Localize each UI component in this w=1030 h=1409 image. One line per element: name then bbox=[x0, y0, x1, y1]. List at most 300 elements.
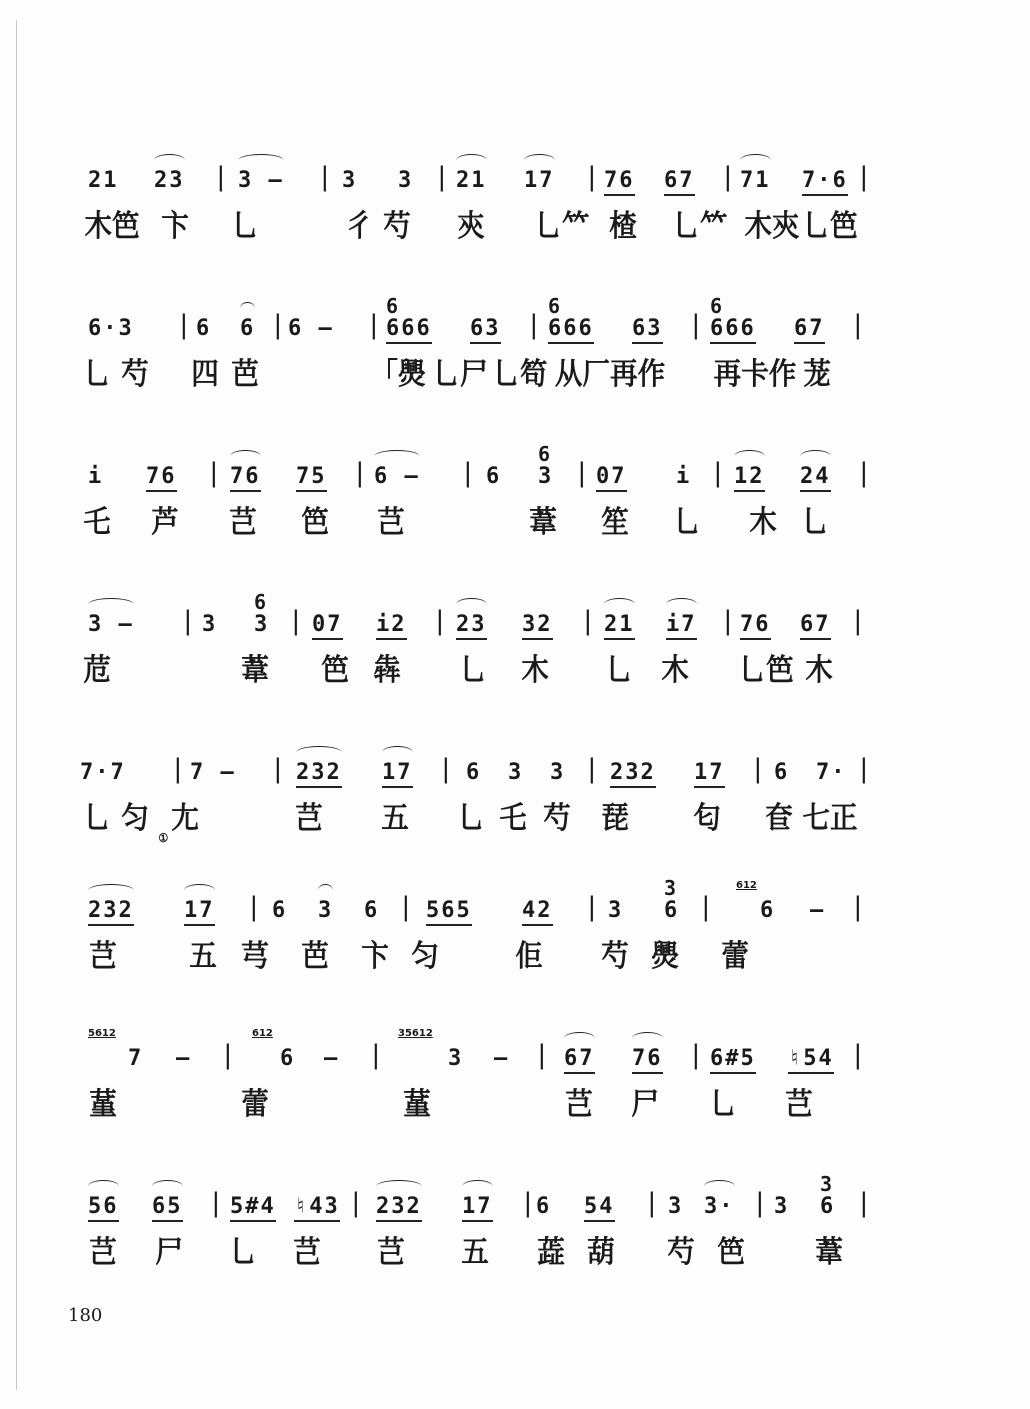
barline bbox=[580, 606, 596, 636]
note-text: ♮43 bbox=[294, 1194, 340, 1219]
note-group bbox=[324, 1046, 339, 1071]
note-text: 65 bbox=[152, 1194, 183, 1219]
jianzi-character: 蓳 bbox=[89, 1087, 117, 1122]
note-group bbox=[788, 1046, 834, 1074]
note-group bbox=[386, 294, 432, 344]
barline-glyph: | bbox=[750, 754, 766, 784]
jianzi-character: 尸 bbox=[631, 1087, 659, 1122]
note-text: 3 — bbox=[238, 168, 284, 193]
jianzi-character: 四 bbox=[191, 357, 219, 392]
barline bbox=[270, 754, 286, 784]
note-group bbox=[550, 760, 565, 785]
barline-glyph: | bbox=[850, 606, 866, 636]
barline-glyph: | bbox=[580, 606, 596, 636]
jianzi-character: 葦 bbox=[529, 505, 557, 540]
notation-line bbox=[80, 150, 870, 210]
barline bbox=[644, 1188, 660, 1218]
jianzi-character: 蓳 bbox=[403, 1087, 431, 1122]
note-group bbox=[376, 1194, 422, 1222]
note-group bbox=[462, 1194, 493, 1222]
note-group bbox=[88, 612, 134, 637]
note-group bbox=[88, 1194, 119, 1222]
note-group bbox=[494, 1046, 509, 1071]
note-text: 3 bbox=[398, 168, 414, 193]
jianzi-character: 尢 bbox=[171, 801, 199, 836]
jianzi-character: 芍 bbox=[667, 1235, 695, 1270]
note-group bbox=[710, 1046, 756, 1074]
note-group bbox=[296, 760, 342, 788]
jianzi-character: 五 bbox=[189, 939, 217, 974]
note-group bbox=[596, 464, 627, 492]
note-text: 23 bbox=[456, 612, 487, 637]
note-text: 232 bbox=[376, 1194, 422, 1219]
jianzi-character: 乚 bbox=[605, 653, 633, 688]
jianzi-character: 乚笆 bbox=[802, 209, 858, 244]
jianzi-character: 芑 bbox=[229, 505, 257, 540]
jianzipu-line bbox=[80, 358, 870, 412]
jianzi-character: 匀 bbox=[121, 801, 149, 836]
barline bbox=[520, 1188, 536, 1218]
barline-glyph: | bbox=[644, 1188, 660, 1218]
note-text: 7· bbox=[816, 760, 847, 785]
barline-glyph: | bbox=[176, 310, 192, 340]
note-text: 7 — bbox=[190, 760, 236, 785]
note-group bbox=[704, 1194, 735, 1219]
barline-glyph: | bbox=[856, 458, 872, 488]
jianzi-character: 笆 bbox=[717, 1235, 745, 1270]
jianzi-character: 奆 bbox=[765, 801, 793, 836]
barline bbox=[710, 458, 726, 488]
jianzi-character: 芍 bbox=[121, 357, 149, 392]
note-group bbox=[774, 760, 789, 785]
grace-note: 612 bbox=[252, 1028, 273, 1039]
note-text: 3 — bbox=[88, 612, 134, 637]
score-system bbox=[80, 1172, 872, 1290]
barline-glyph: | bbox=[850, 310, 866, 340]
note-group bbox=[230, 1194, 276, 1222]
score-system bbox=[80, 1028, 870, 1142]
barline-glyph: | bbox=[526, 310, 542, 340]
barline-glyph: | bbox=[688, 1040, 704, 1070]
note-text: 67 bbox=[664, 168, 695, 193]
note-text: 232 bbox=[296, 760, 342, 785]
jianzi-character: 笙 bbox=[601, 505, 629, 540]
note-group bbox=[202, 612, 217, 637]
note-text: 6 — bbox=[288, 316, 334, 341]
note-group bbox=[88, 316, 134, 341]
jianzi-character: 木 bbox=[805, 653, 833, 688]
barline-glyph: | bbox=[850, 892, 866, 922]
note-group bbox=[146, 464, 177, 492]
barline bbox=[856, 458, 872, 488]
jianzi-character: 乚𥫗 bbox=[534, 209, 590, 244]
jianzi-character: 茏 bbox=[803, 357, 831, 392]
jianzipu-line bbox=[80, 1236, 870, 1290]
upper-note: 3 bbox=[664, 876, 679, 900]
jianzi-character: 乚 bbox=[231, 209, 259, 244]
note-group bbox=[548, 294, 594, 344]
note-text: 666 bbox=[710, 316, 756, 341]
grace-note: 612 bbox=[736, 880, 757, 891]
note-text: 07 bbox=[312, 612, 343, 637]
note-group bbox=[342, 168, 357, 193]
jianzi-character: 芦 bbox=[151, 505, 179, 540]
barline bbox=[368, 1040, 384, 1070]
note-group bbox=[694, 760, 725, 788]
barline-glyph: | bbox=[584, 754, 600, 784]
note-group bbox=[272, 898, 287, 923]
note-group bbox=[536, 1194, 551, 1219]
note-group bbox=[456, 168, 487, 193]
note-group bbox=[604, 168, 635, 196]
jianzi-character: 葦 bbox=[815, 1235, 843, 1270]
notation-line bbox=[80, 590, 870, 654]
barline bbox=[526, 310, 542, 340]
note-text: 232 bbox=[610, 760, 656, 785]
jianzi-character: 楂 bbox=[609, 209, 637, 244]
score-system bbox=[80, 742, 870, 856]
note-text: 666 bbox=[386, 316, 432, 341]
jianzipu-line bbox=[80, 802, 870, 856]
note-text: 76 bbox=[604, 168, 635, 193]
barline bbox=[750, 754, 766, 784]
note-text: 6·3 bbox=[88, 316, 134, 341]
barline bbox=[352, 458, 368, 488]
note-group bbox=[230, 464, 261, 492]
note-group bbox=[774, 1194, 789, 1219]
note-group bbox=[740, 612, 771, 640]
barline bbox=[206, 458, 222, 488]
jianzi-character: 卞 bbox=[161, 209, 189, 244]
barline-glyph: | bbox=[270, 754, 286, 784]
jianzi-character: 木 bbox=[521, 653, 549, 688]
barline-glyph: | bbox=[710, 458, 726, 488]
upper-note: 3 bbox=[820, 1172, 835, 1196]
jianzi-character: 爂 bbox=[651, 939, 679, 974]
note-group bbox=[810, 898, 825, 923]
note-text: 6 — bbox=[374, 464, 420, 489]
jianzi-character: 芑 bbox=[89, 1235, 117, 1270]
note-group bbox=[240, 316, 255, 341]
note-group bbox=[184, 898, 215, 926]
barline bbox=[180, 606, 196, 636]
note-text: — bbox=[176, 1046, 192, 1071]
barline-glyph: | bbox=[856, 754, 872, 784]
note-group bbox=[524, 168, 555, 193]
note-group bbox=[312, 612, 343, 640]
jianzi-character: 乚笆 bbox=[738, 653, 794, 688]
jianzi-character: 乇 bbox=[499, 801, 527, 836]
jianzi-character: 彳 bbox=[345, 209, 373, 244]
note-group bbox=[294, 1194, 340, 1222]
jianzi-character: 乚 bbox=[229, 1235, 257, 1270]
note-text: 666 bbox=[548, 316, 594, 341]
barline bbox=[246, 892, 262, 922]
jianzi-character: 卞 bbox=[361, 939, 389, 974]
note-text: 76 bbox=[146, 464, 177, 489]
barline bbox=[584, 892, 600, 922]
note-text: 3 bbox=[550, 760, 566, 785]
note-group bbox=[196, 316, 211, 341]
barline bbox=[432, 606, 448, 636]
note-text: 6 bbox=[760, 898, 776, 923]
barline-glyph: | bbox=[368, 1040, 384, 1070]
notation-line bbox=[80, 742, 870, 802]
note-text: 42 bbox=[522, 898, 553, 923]
page-edge-rule bbox=[16, 20, 17, 1390]
barline-glyph: | bbox=[432, 606, 448, 636]
barline-glyph: | bbox=[698, 892, 714, 922]
barline bbox=[366, 310, 382, 340]
score-system bbox=[80, 442, 872, 560]
note-text: 3 bbox=[202, 612, 218, 637]
note-group bbox=[190, 760, 236, 785]
note-group bbox=[88, 898, 134, 926]
barline-glyph: | bbox=[856, 162, 872, 192]
note-group bbox=[448, 1046, 463, 1071]
note-text: 76 bbox=[230, 464, 261, 489]
note-group bbox=[296, 464, 327, 492]
note-text: 17 bbox=[524, 168, 555, 193]
note-text: 6#5 bbox=[710, 1046, 756, 1071]
score-system bbox=[80, 150, 870, 264]
jianzi-character: 笆 bbox=[321, 653, 349, 688]
note-group bbox=[426, 898, 472, 926]
jianzi-character: 乚 bbox=[459, 653, 487, 688]
barline bbox=[288, 606, 304, 636]
jianzi-character: 㚒 bbox=[457, 209, 485, 244]
note-group bbox=[632, 1046, 663, 1074]
note-group bbox=[608, 898, 623, 923]
jianzi-character: 乚 bbox=[673, 505, 701, 540]
barline bbox=[856, 754, 872, 784]
notation-line bbox=[80, 442, 872, 506]
barline-glyph: | bbox=[352, 458, 368, 488]
barline bbox=[220, 1040, 236, 1070]
jianzi-character: 芑 bbox=[377, 1235, 405, 1270]
barline bbox=[208, 1188, 224, 1218]
note-group bbox=[288, 316, 334, 341]
note-group bbox=[710, 294, 756, 344]
jianzi-character: 从厂再作 bbox=[554, 357, 666, 392]
jianzi-character: 葦 bbox=[241, 653, 269, 688]
note-text: 3 bbox=[608, 898, 624, 923]
note-group bbox=[522, 612, 553, 640]
jianzi-character: 芍 bbox=[601, 939, 629, 974]
note-text: 3 bbox=[668, 1194, 684, 1219]
barline-glyph: | bbox=[317, 162, 333, 192]
jianzi-character: 蕾 bbox=[721, 939, 749, 974]
jianzi-character: 乚𥫗 bbox=[672, 209, 728, 244]
barline-glyph: | bbox=[534, 1040, 550, 1070]
note-group bbox=[508, 760, 523, 785]
barline bbox=[434, 162, 450, 192]
jianzi-character: 犇 bbox=[373, 653, 401, 688]
barline-glyph: | bbox=[246, 892, 262, 922]
jianzipu-line bbox=[80, 506, 870, 560]
barline-glyph: | bbox=[856, 1188, 872, 1218]
barline-glyph: | bbox=[270, 310, 286, 340]
note-group bbox=[88, 464, 103, 489]
jianzi-character: 木 bbox=[749, 505, 777, 540]
jianzi-character: 葫 bbox=[587, 1235, 615, 1270]
note-text: 5#4 bbox=[230, 1194, 276, 1219]
jianzi-character: 再卡作 bbox=[713, 357, 797, 392]
note-text: 76 bbox=[740, 612, 771, 637]
note-group bbox=[280, 1046, 295, 1071]
jianzi-character: 芑 bbox=[293, 1235, 321, 1270]
jianzi-character: 五 bbox=[381, 801, 409, 836]
note-group bbox=[154, 168, 185, 193]
jianzi-character: 芍 bbox=[383, 209, 411, 244]
note-text: 6 bbox=[240, 316, 256, 341]
note-text: 232 bbox=[88, 898, 134, 923]
note-text: 21 bbox=[456, 168, 487, 193]
note-group bbox=[128, 1046, 143, 1071]
barline bbox=[534, 1040, 550, 1070]
barline-glyph: | bbox=[398, 892, 414, 922]
barline bbox=[317, 162, 333, 192]
note-group bbox=[364, 898, 379, 923]
barline bbox=[270, 310, 286, 340]
barline bbox=[850, 606, 866, 636]
note-group bbox=[456, 612, 487, 640]
note-text: — bbox=[810, 898, 826, 923]
note-group bbox=[800, 612, 831, 640]
note-text: i bbox=[88, 464, 104, 489]
note-text: — bbox=[324, 1046, 340, 1071]
barline bbox=[460, 458, 476, 488]
jianzi-character: 五 bbox=[461, 1235, 489, 1270]
barline-glyph: | bbox=[170, 754, 186, 784]
note-text: 75 bbox=[296, 464, 327, 489]
note-text: 3 bbox=[254, 612, 270, 637]
barline-glyph: | bbox=[574, 458, 590, 488]
barline bbox=[176, 310, 192, 340]
barline bbox=[584, 162, 600, 192]
barline-glyph: | bbox=[348, 1188, 364, 1218]
jianzi-character: 芑 bbox=[377, 505, 405, 540]
upper-note: 6 bbox=[386, 294, 401, 318]
footnote-mark: ① bbox=[158, 831, 169, 845]
jianzi-character: 芑 bbox=[295, 801, 323, 836]
note-group bbox=[238, 168, 284, 193]
note-text: 63 bbox=[470, 316, 501, 341]
note-text: 3 bbox=[318, 898, 334, 923]
score-system bbox=[80, 590, 870, 708]
note-group bbox=[794, 316, 825, 344]
note-text: 6 bbox=[280, 1046, 296, 1071]
score-system bbox=[80, 876, 870, 994]
jianzipu-line bbox=[80, 940, 870, 994]
jianzi-character: 「爂 bbox=[370, 357, 426, 392]
note-text: — bbox=[494, 1046, 510, 1071]
notation-line bbox=[80, 1172, 872, 1236]
note-text: 76 bbox=[632, 1046, 663, 1071]
note-group bbox=[470, 316, 501, 344]
jianzi-character: 乇 bbox=[83, 505, 111, 540]
barline bbox=[698, 892, 714, 922]
note-text: 3 bbox=[448, 1046, 464, 1071]
jianzi-character: 笆 bbox=[301, 505, 329, 540]
jianzi-character: 乚 bbox=[801, 505, 829, 540]
note-group bbox=[398, 168, 413, 193]
note-text: 6 bbox=[536, 1194, 552, 1219]
score-system bbox=[80, 294, 870, 412]
note-group bbox=[584, 1194, 615, 1222]
note-group bbox=[604, 612, 635, 640]
jianzi-character: 芍 bbox=[543, 801, 571, 836]
note-text: 71 bbox=[740, 168, 771, 193]
jianzi-character: 匀 bbox=[411, 939, 439, 974]
jianzi-character: 尸 bbox=[155, 1235, 183, 1270]
jianzi-character: 木 bbox=[661, 653, 689, 688]
upper-note: 6 bbox=[548, 294, 563, 318]
note-group bbox=[564, 1046, 595, 1074]
jianzi-character: 芑 bbox=[89, 939, 117, 974]
note-text: 63 bbox=[632, 316, 663, 341]
notation-line bbox=[80, 1028, 870, 1088]
upper-note: 6 bbox=[254, 590, 269, 614]
jianzi-character: 苊 bbox=[83, 653, 111, 688]
jianzi-character: 芑 bbox=[785, 1087, 813, 1122]
barline bbox=[688, 310, 704, 340]
note-text: 21 bbox=[604, 612, 635, 637]
barline-glyph: | bbox=[752, 1188, 768, 1218]
jianzipu-line bbox=[80, 1088, 870, 1142]
upper-note: 6 bbox=[710, 294, 725, 318]
note-group bbox=[816, 760, 847, 785]
note-group bbox=[676, 464, 691, 489]
barline-glyph: | bbox=[584, 162, 600, 192]
barline bbox=[752, 1188, 768, 1218]
note-group bbox=[802, 168, 848, 196]
note-text: 67 bbox=[794, 316, 825, 341]
note-text: 23 bbox=[154, 168, 185, 193]
note-text: 3 bbox=[538, 464, 554, 489]
note-group bbox=[486, 464, 501, 489]
jianzi-character: 乚 bbox=[83, 357, 111, 392]
grace-note: 5612 bbox=[88, 1028, 116, 1039]
notation-line bbox=[80, 294, 870, 358]
note-text: 54 bbox=[584, 1194, 615, 1219]
note-group bbox=[610, 760, 656, 788]
note-group bbox=[734, 464, 765, 492]
note-text: ♮54 bbox=[788, 1046, 834, 1071]
note-group bbox=[668, 1194, 683, 1219]
note-text: 6 bbox=[196, 316, 212, 341]
note-text: i7 bbox=[666, 612, 697, 637]
note-group bbox=[466, 760, 481, 785]
note-group bbox=[664, 876, 680, 923]
note-text: 24 bbox=[800, 464, 831, 489]
jianzi-character: 蕋 bbox=[537, 1235, 565, 1270]
barline-glyph: | bbox=[366, 310, 382, 340]
note-text: 6 bbox=[364, 898, 380, 923]
note-text: 12 bbox=[734, 464, 765, 489]
jianzi-character: 芭 bbox=[301, 939, 329, 974]
note-group bbox=[88, 168, 119, 193]
note-text: 7 bbox=[128, 1046, 144, 1071]
note-text: 17 bbox=[184, 898, 215, 923]
note-group bbox=[800, 464, 831, 492]
jianzi-character: 乚笱 bbox=[492, 357, 548, 392]
jianzi-character: 芑 bbox=[565, 1087, 593, 1122]
note-group bbox=[666, 612, 697, 640]
jianzi-character: 芭 bbox=[231, 357, 259, 392]
notation-line bbox=[80, 876, 870, 940]
barline-glyph: | bbox=[208, 1188, 224, 1218]
